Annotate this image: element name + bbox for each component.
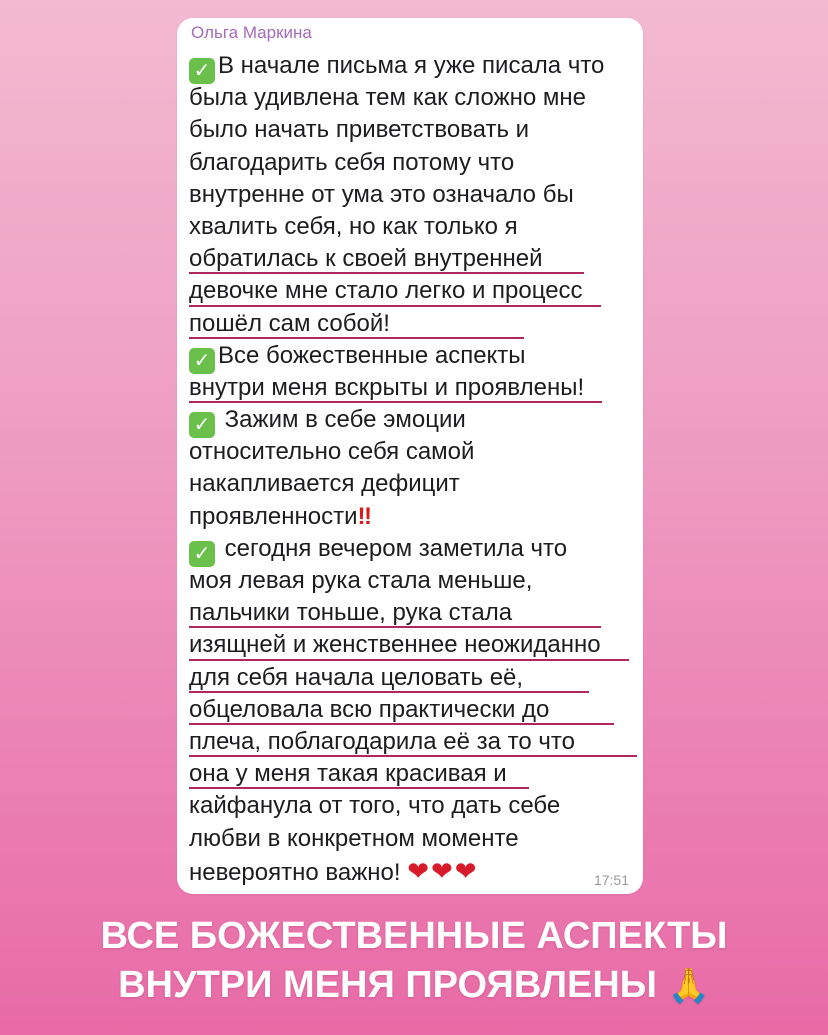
message-line-underlined: обцеловала всю практически до (189, 694, 633, 726)
message-line-underlined: для себя начала целовать её, (189, 662, 633, 694)
message-line-underlined: обратилась к своей внутренней (189, 243, 633, 275)
message-bubble[interactable] (177, 18, 643, 894)
message-line: накапливается дефицит (189, 470, 460, 498)
sender-name[interactable]: Ольга Маркина (191, 23, 312, 42)
message-line: ✓ сегодня вечером заметила что (189, 533, 633, 565)
heart-icon: ❤❤❤ (407, 855, 479, 886)
message-line: моя левая рука стала меньше, (189, 567, 533, 594)
message-line-underlined: внутри меня вскрыты и проявлены! (189, 372, 633, 404)
double-exclamation-icon: ‼ (357, 502, 372, 530)
message-line: проявленности‼ (189, 502, 372, 530)
message-text (189, 50, 633, 887)
message-line-underlined: плеча, поблагодарила её за то что (189, 726, 633, 758)
message-line: относительно себя самой (189, 438, 475, 466)
message-line: благодарить себя потому что (189, 148, 515, 176)
caption-line-1: ВСЕ БОЖЕСТВЕННЫЕ АСПЕКТЫ (100, 915, 728, 957)
message-line: внутренне от ума это означало бы (189, 180, 574, 208)
message-timestamp: 17:51 (593, 872, 629, 888)
message-line: невероятно важно! ❤❤❤ (189, 855, 479, 886)
message-line: ✓ В начале письма я уже писала что (189, 50, 633, 82)
praying-hands-icon: 🙏 (667, 967, 710, 1005)
message-line-underlined: пошёл сам собой! (189, 308, 633, 340)
message-line: кайфанула от того, что дать себе (189, 792, 561, 820)
check-mark-icon: ✓ (189, 348, 215, 374)
message-line: было начать приветствовать и (189, 116, 530, 144)
message-line-underlined: девочке мне стало легко и процесс (189, 275, 633, 307)
check-mark-icon: ✓ (189, 58, 215, 84)
message-line: ✓ Все божественные аспекты (189, 340, 633, 372)
message-line: любви в конкретном моменте (189, 824, 519, 852)
message-line: была удивлена тем как сложно мне (189, 84, 587, 112)
message-line-underlined: изящней и женственнее неожиданно (189, 629, 633, 661)
message-line-underlined: она у меня такая красивая и (189, 758, 633, 790)
message-line: ✓ Зажим в себе эмоции (189, 404, 633, 436)
message-line-underlined: пальчики тоньше, рука стала (189, 597, 633, 629)
check-mark-icon: ✓ (189, 541, 215, 567)
story-caption (0, 912, 828, 1011)
message-line: хвалить себя, но как только я (189, 212, 518, 240)
check-mark-icon: ✓ (189, 412, 215, 438)
caption-line-2: ВНУТРИ МЕНЯ ПРОЯВЛЕНЫ 🙏 (118, 964, 710, 1006)
